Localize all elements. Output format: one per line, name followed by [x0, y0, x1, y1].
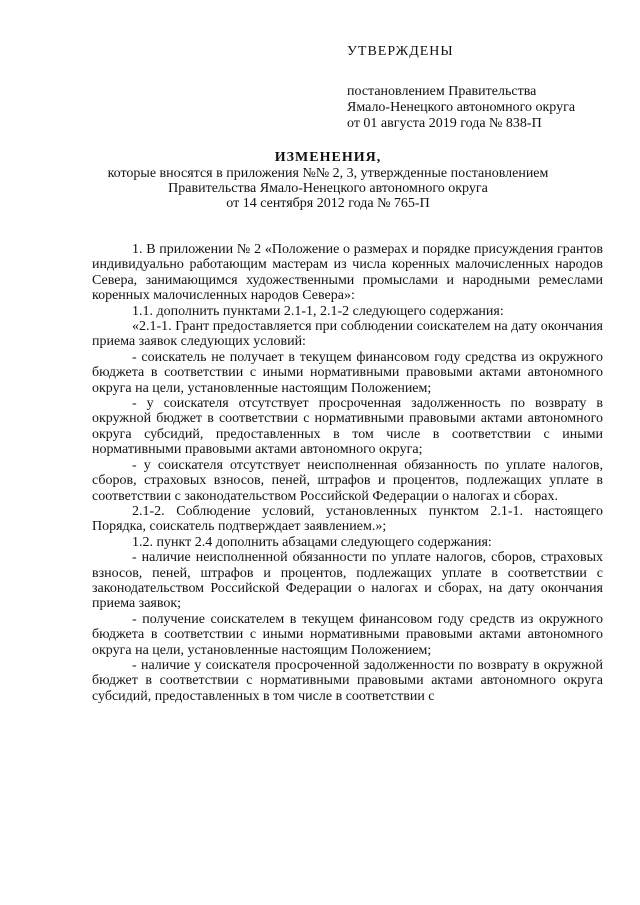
- approval-line: постановлением Правительства: [347, 84, 537, 99]
- body-paragraph: 1.1. дополнить пунктами 2.1-1, 2.1-2 следующего содержания:: [132, 303, 504, 319]
- body-paragraph: - у соискателя отсутствует просроченная задолженность по возврату в окружной бюджет в соответствии с нормативными правовыми актами автономного округа субсидий, предоставленных в том числе в соответствии с иными нормативными правовыми актами автономного округа;: [92, 396, 603, 458]
- body-paragraph: 1. В приложении № 2 «Положение о размерах и порядке присуждения грантов индивидуально работающим мастерам из числа коренных малочисленных народов Севера, занимающимся художественными промыслами и народными ремеслами коренных малочисленных народов Севера»:: [92, 242, 603, 304]
- approval-block: [347, 44, 617, 132]
- body-paragraph: - получение соискателем в текущем финансовом году средств из окружного бюджета в соответствии с иными нормативными правовыми актами автономного округа на цели, установленные настоящим Положением;: [92, 611, 603, 658]
- approval-heading: УТВЕРЖДЕНЫ: [347, 44, 454, 59]
- approval-line: от 01 августа 2019 года № 838-П: [347, 116, 542, 131]
- body-paragraph: - у соискателя отсутствует неисполненная обязанность по уплате налогов, сборов, страховых взносов, пеней, штрафов и процентов, подлежащих уплате в соответствии с законодательством Российской Федерации о налогах и сборах.: [92, 457, 603, 504]
- approval-line: Ямало-Ненецкого автономного округа: [347, 100, 576, 115]
- document-body: [92, 242, 603, 704]
- body-paragraph: «2.1-1. Грант предоставляется при соблюдении соискателем на дату окончания приема заявок следующих условий:: [92, 319, 603, 350]
- body-paragraph: 2.1-2. Соблюдение условий, установленных пунктом 2.1-1. настоящего Порядка, соискатель подтверждает заявлением.»;: [92, 503, 603, 535]
- title-subline: которые вносятся в приложения №№ 2, 3, утвержденные постановлением: [107, 166, 549, 181]
- title-subline: от 14 сентября 2012 года № 765-П: [226, 196, 430, 211]
- title-subline: Правительства Ямало-Ненецкого автономного округа: [168, 181, 488, 196]
- body-paragraph: - соискатель не получает в текущем финансовом году средства из окружного бюджета в соответствии с иными нормативными правовыми актами автономного округа на цели, установленные настоящим Положением;: [92, 349, 603, 396]
- body-paragraph: - наличие неисполненной обязанности по уплате налогов, сборов, страховых взносов, пеней, штрафов и процентов, подлежащих уплате в соответствии с законодательством Российской Федерации о налогах и сборах, на дату окончания приема заявок;: [92, 550, 603, 612]
- document-title-block: [88, 150, 568, 211]
- document-title: ИЗМЕНЕНИЯ,: [274, 150, 382, 165]
- body-paragraph: 1.2. пункт 2.4 дополнить абзацами следующего содержания:: [132, 534, 492, 550]
- body-paragraph: - наличие у соискателя просроченной задолженности по возврату в окружной бюджет в соответствии с нормативными правовыми актами автономного округа субсидий, предоставленных в том числе в соответствии с: [92, 657, 603, 704]
